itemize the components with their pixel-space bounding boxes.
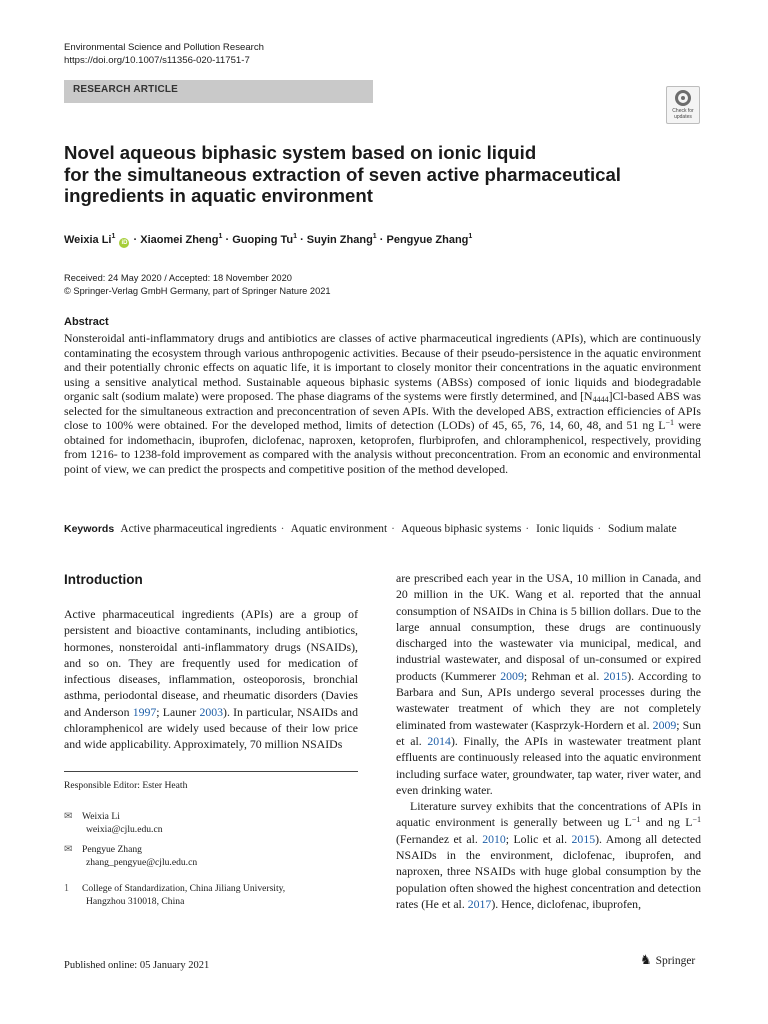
author-name[interactable]: Suyin Zhang xyxy=(306,234,373,246)
citation-link[interactable]: 1997 xyxy=(132,704,157,719)
keyword[interactable]: Sodium malate xyxy=(607,523,677,535)
affiliation xyxy=(64,882,285,908)
citation-link[interactable]: 2015 xyxy=(571,831,596,846)
check-updates-icon xyxy=(675,90,691,106)
affiliation-line: College of Standardization, China Jiliang University, xyxy=(82,883,286,894)
citation-link[interactable]: 2015 xyxy=(603,668,628,683)
received-accepted: Received: 24 May 2020 / Accepted: 18 November 2020 xyxy=(64,273,292,283)
corresponding-email[interactable]: weixia@cjlu.edu.cn xyxy=(86,824,163,835)
journal-name: Environmental Science and Pollution Research xyxy=(64,42,264,53)
responsible-editor: Responsible Editor: Ester Heath xyxy=(64,780,188,791)
corresponding-name: Pengyue Zhang xyxy=(82,844,142,855)
envelope-icon: ✉ xyxy=(64,811,73,822)
footnote-divider xyxy=(64,771,358,772)
keywords-heading: Keywords xyxy=(64,523,115,535)
author-separator: · xyxy=(300,234,304,246)
check-for-updates-badge[interactable] xyxy=(666,86,700,124)
title-line: for the simultaneous extraction of seven active pharmaceutical xyxy=(64,163,621,185)
citation-link[interactable]: 2003 xyxy=(199,704,224,719)
author-name[interactable]: Xiaomei Zheng xyxy=(140,234,219,246)
envelope-icon: ✉ xyxy=(64,844,73,855)
article-type: RESEARCH ARTICLE xyxy=(73,84,179,95)
abstract-body: Nonsteroidal anti-inflammatory drugs and antibiotics are classes of active pharmaceutical ingredients (APIs), which are continuously contaminating the ecosystem through various anthropogenic activities. Because of their pseudo-persistence in the aquatic environment and their potentially chronic effects on aquatic life, it is important to closely monitor their concentrations in the aquatic environment using a sensitive analytical method. Sustainable aqueous biphasic systems (ABSs) composed of ionic liquids and biodegradable organic salt (sodium malate) were proposed. The phase diagrams of the systems were firstly determined, and $[N_{4444}]Cl$-based ABS was selected for the simultaneous extraction and preconcentration of seven APIs. With the developed ABS, extraction efficiencies of APIs close to 100% were obtained. For the developed method, limits of detection (LODs) of 45, 65, 76, 14, 60, 48, and 51 ng $L^{-1}$ were obtained for indomethacin, ibuprofen, diclofenac, naproxen, ketoprofen, flurbiprofen, and chloramphenicol, respectively, providing from 1216- to 1238-fold improvement as compared with the analysis without preconcentration. From an economic and environmental point of view, we can predict the prospects and competitive position of the method developed. xyxy=(64,331,701,476)
publisher-name: Springer xyxy=(655,955,696,967)
paragraph: are prescribed each year in the USA, 10 million in Canada, and 20 million in the UK. Wang et al. reported that the annual consumption of NSAIDs in China is 5 billion dollars. Due to the large annual consumption, these drugs are continuously discharged into the wastewater via municipal, medical, and industrial wastewater, and disposal of un-consumed or expired products (Kummerer 2009; Rehman et al. 2015). According to Barbara and Sun, APIs undergo several processes during the wastewater treatment of which they are not completely eliminated from wastewater (Kasprzyk-Hordern et al. 2009; Sun et al. 2014). Finally, the APIs in wastewater treatment plant effluents are continuously released into the aquatic environment including surface water, groundwater, tap water, river water, and even drinking water. xyxy=(396,571,701,797)
check-updates-line2: updates xyxy=(674,114,692,120)
author-name[interactable]: Pengyue Zhang xyxy=(386,234,469,246)
keyword[interactable]: Active pharmaceutical ingredients xyxy=(120,523,277,535)
published-online: Published online: 05 January 2021 xyxy=(64,960,210,971)
intro-column-right xyxy=(396,570,701,912)
author-affiliation: 1 xyxy=(111,233,116,240)
author-separator: · xyxy=(379,234,384,246)
title-line: ingredients in aquatic environment xyxy=(64,185,373,206)
orcid-icon[interactable]: iD xyxy=(121,240,128,246)
paragraph: Literature survey exhibits that the concentrations of APIs in aquatic environment is generally between ug $L^{-1}$ and ng $L^{-1}$ (Fernandez et al. 2010; Lolic et al. 2015). Among all detected NSAIDs in the environment, diclofenac, ibuprofen, and naproxen, three NSAIDs with huge global consumption by the population often showed the highest concentration and detection rates (He et al. 2017). Hence, diclofenac, ibuprofen, xyxy=(396,799,701,911)
article-dates xyxy=(64,272,331,298)
copyright: © Springer-Verlag GmbH Germany, part of Springer Nature 2021 xyxy=(64,286,331,296)
author-list xyxy=(64,233,472,248)
author-affiliation: 1 xyxy=(372,233,377,240)
author-affiliation: 1 xyxy=(293,233,297,240)
author-separator: · xyxy=(225,234,230,246)
section-heading-introduction: Introduction xyxy=(64,572,143,587)
affiliation-line: Hangzhou 310018, China xyxy=(86,896,185,907)
citation-link[interactable]: 2017 xyxy=(467,896,492,911)
keywords: Keywords Active pharmaceutical ingredients · Aquatic environment · Aqueous biphasic systems · Ionic liquids · Sodium malate xyxy=(64,523,677,535)
author-affiliation: 1 xyxy=(468,233,473,240)
corresponding-author xyxy=(64,843,197,869)
keyword[interactable]: Aqueous biphasic systems xyxy=(401,523,522,535)
citation-link[interactable]: 2014 xyxy=(427,733,451,748)
title-line: Novel aqueous biphasic system based on ionic liquid xyxy=(64,142,537,163)
abstract-heading: Abstract xyxy=(64,316,109,328)
springer-horse-icon: ♞ xyxy=(640,952,652,967)
author-name[interactable]: Weixia Li xyxy=(64,234,112,246)
check-updates-line1: Check for xyxy=(672,108,694,114)
citation-link[interactable]: 2010 xyxy=(482,831,506,846)
author-affiliation: 1 xyxy=(218,233,223,240)
intro-column-left: Active pharmaceutical ingredients (APIs) are a group of persistent and bioactive contaminants, including antibiotics, hormones, nonsteroidal anti-inflammatory drugs (NSAIDs), and so on. They are frequently used for medication of infectious diseases, inflammation, osteoporosis, bronchial asthma, periodontal disease, and rheumatic disorders (Davies and Anderson 1997; Launer 2003). In particular, NSAIDs and chloramphenicol are widely used because of their low price and wide applicability. Approximately, 70 million NSAIDs xyxy=(64,607,358,752)
doi-link[interactable]: https://doi.org/10.1007/s11356-020-11751-7 xyxy=(64,55,250,66)
keyword[interactable]: Ionic liquids xyxy=(536,523,594,535)
journal-header xyxy=(64,41,264,67)
article-title xyxy=(64,142,624,207)
author-separator: · xyxy=(133,234,138,246)
author-name[interactable]: Guoping Tu xyxy=(232,234,294,246)
corresponding-email[interactable]: zhang_pengyue@cjlu.edu.cn xyxy=(86,857,198,868)
article-type-banner xyxy=(64,80,373,103)
keyword[interactable]: Aquatic environment xyxy=(290,523,388,535)
publisher-logo xyxy=(640,952,695,968)
citation-link[interactable]: 2009 xyxy=(652,717,677,732)
corresponding-name: Weixia Li xyxy=(82,811,120,822)
affiliation-number: 1 xyxy=(64,883,69,894)
citation-link[interactable]: 2009 xyxy=(500,668,524,683)
corresponding-author xyxy=(64,810,163,836)
